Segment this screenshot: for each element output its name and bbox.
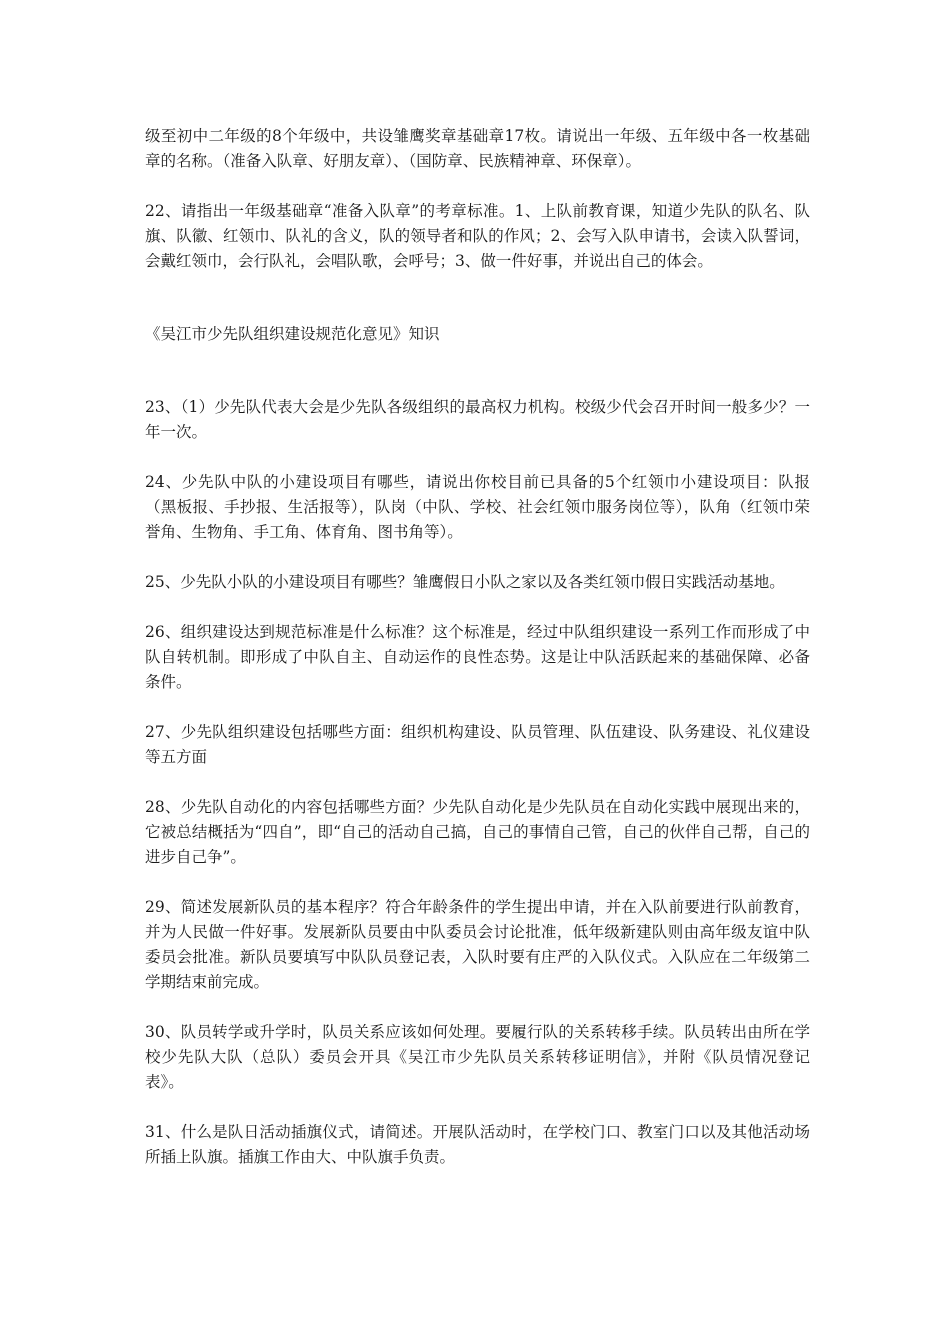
paragraph-28: 28、少先队自动化的内容包括哪些方面？少先队自动化是少先队员在自动化实践中展现出来的，它被总结概括为“四自”，即“自己的活动自己搞，自己的事情自己管，自己的伙伴自己帮，自己的进步自己争”。 <box>145 798 810 866</box>
paragraph-24: 24、少先队中队的小建设项目有哪些，请说出你校目前已具备的5个红领巾小建设项目：队报（黑板报、手抄报、生活报等），队岗（中队、学校、社会红领巾服务岗位等），队角（红领巾荣誉角、生物角、手工角、体育角、图书角等）。 <box>145 473 810 541</box>
paragraph-26: 26、组织建设达到规范标准是什么标准？这个标准是，经过中队组织建设一系列工作而形成了中队自转机制。即形成了中队自主、自动运作的良性态势。这是让中队活跃起来的基础保障、必备条件。 <box>145 623 810 691</box>
paragraph-29: 29、简述发展新队员的基本程序？符合年龄条件的学生提出申请，并在入队前要进行队前教育，并为人民做一件好事。发展新队员要由中队委员会讨论批准，低年级新建队则由高年级友谊中队委员会批准。新队员要填写中队队员登记表，入队时要有庄严的入队仪式。入队应在二年级第二学期结束前完成。 <box>145 898 810 991</box>
document-page <box>145 124 810 1170</box>
paragraph-25: 25、少先队小队的小建设项目有哪些？雏鹰假日小队之家以及各类红领巾假日实践活动基地。 <box>145 573 785 591</box>
section-title: 《吴江市少先队组织建设规范化意见》知识 <box>145 325 440 343</box>
paragraph-22: 22、请指出一年级基础章“准备入队章”的考章标准。1、上队前教育课，知道少先队的队名、队旗、队徽、红领巾、队礼的含义，队的领导者和队的作风；2、会写入队申请书，会读入队誓词，会戴红领巾，会行队礼，会唱队歌，会呼号；3、做一件好事，并说出自己的体会。 <box>145 202 810 270</box>
paragraph-27: 27、少先队组织建设包括哪些方面：组织机构建设、队员管理、队伍建设、队务建设、礼仪建设等五方面 <box>145 723 810 766</box>
paragraph-30: 30、队员转学或升学时，队员关系应该如何处理。要履行队的关系转移手续。队员转出由所在学校少先队大队（总队）委员会开具《吴江市少先队员关系转移证明信》，并附《队员情况登记表》。 <box>145 1023 810 1091</box>
paragraph-23: 23、（1）少先队代表大会是少先队各级组织的最高权力机构。校级少代会召开时间一般多少？一年一次。 <box>145 398 810 441</box>
paragraph-21-continued: 级至初中二年级的8个年级中，共设雏鹰奖章基础章17枚。请说出一年级、五年级中各一枚基础章的名称。（准备入队章、好朋友章）、（国防章、民族精神章、环保章）。 <box>145 127 810 170</box>
paragraph-31: 31、什么是队日活动插旗仪式，请简述。开展队活动时，在学校门口、教室门口以及其他活动场所插上队旗。插旗工作由大、中队旗手负责。 <box>145 1123 810 1166</box>
